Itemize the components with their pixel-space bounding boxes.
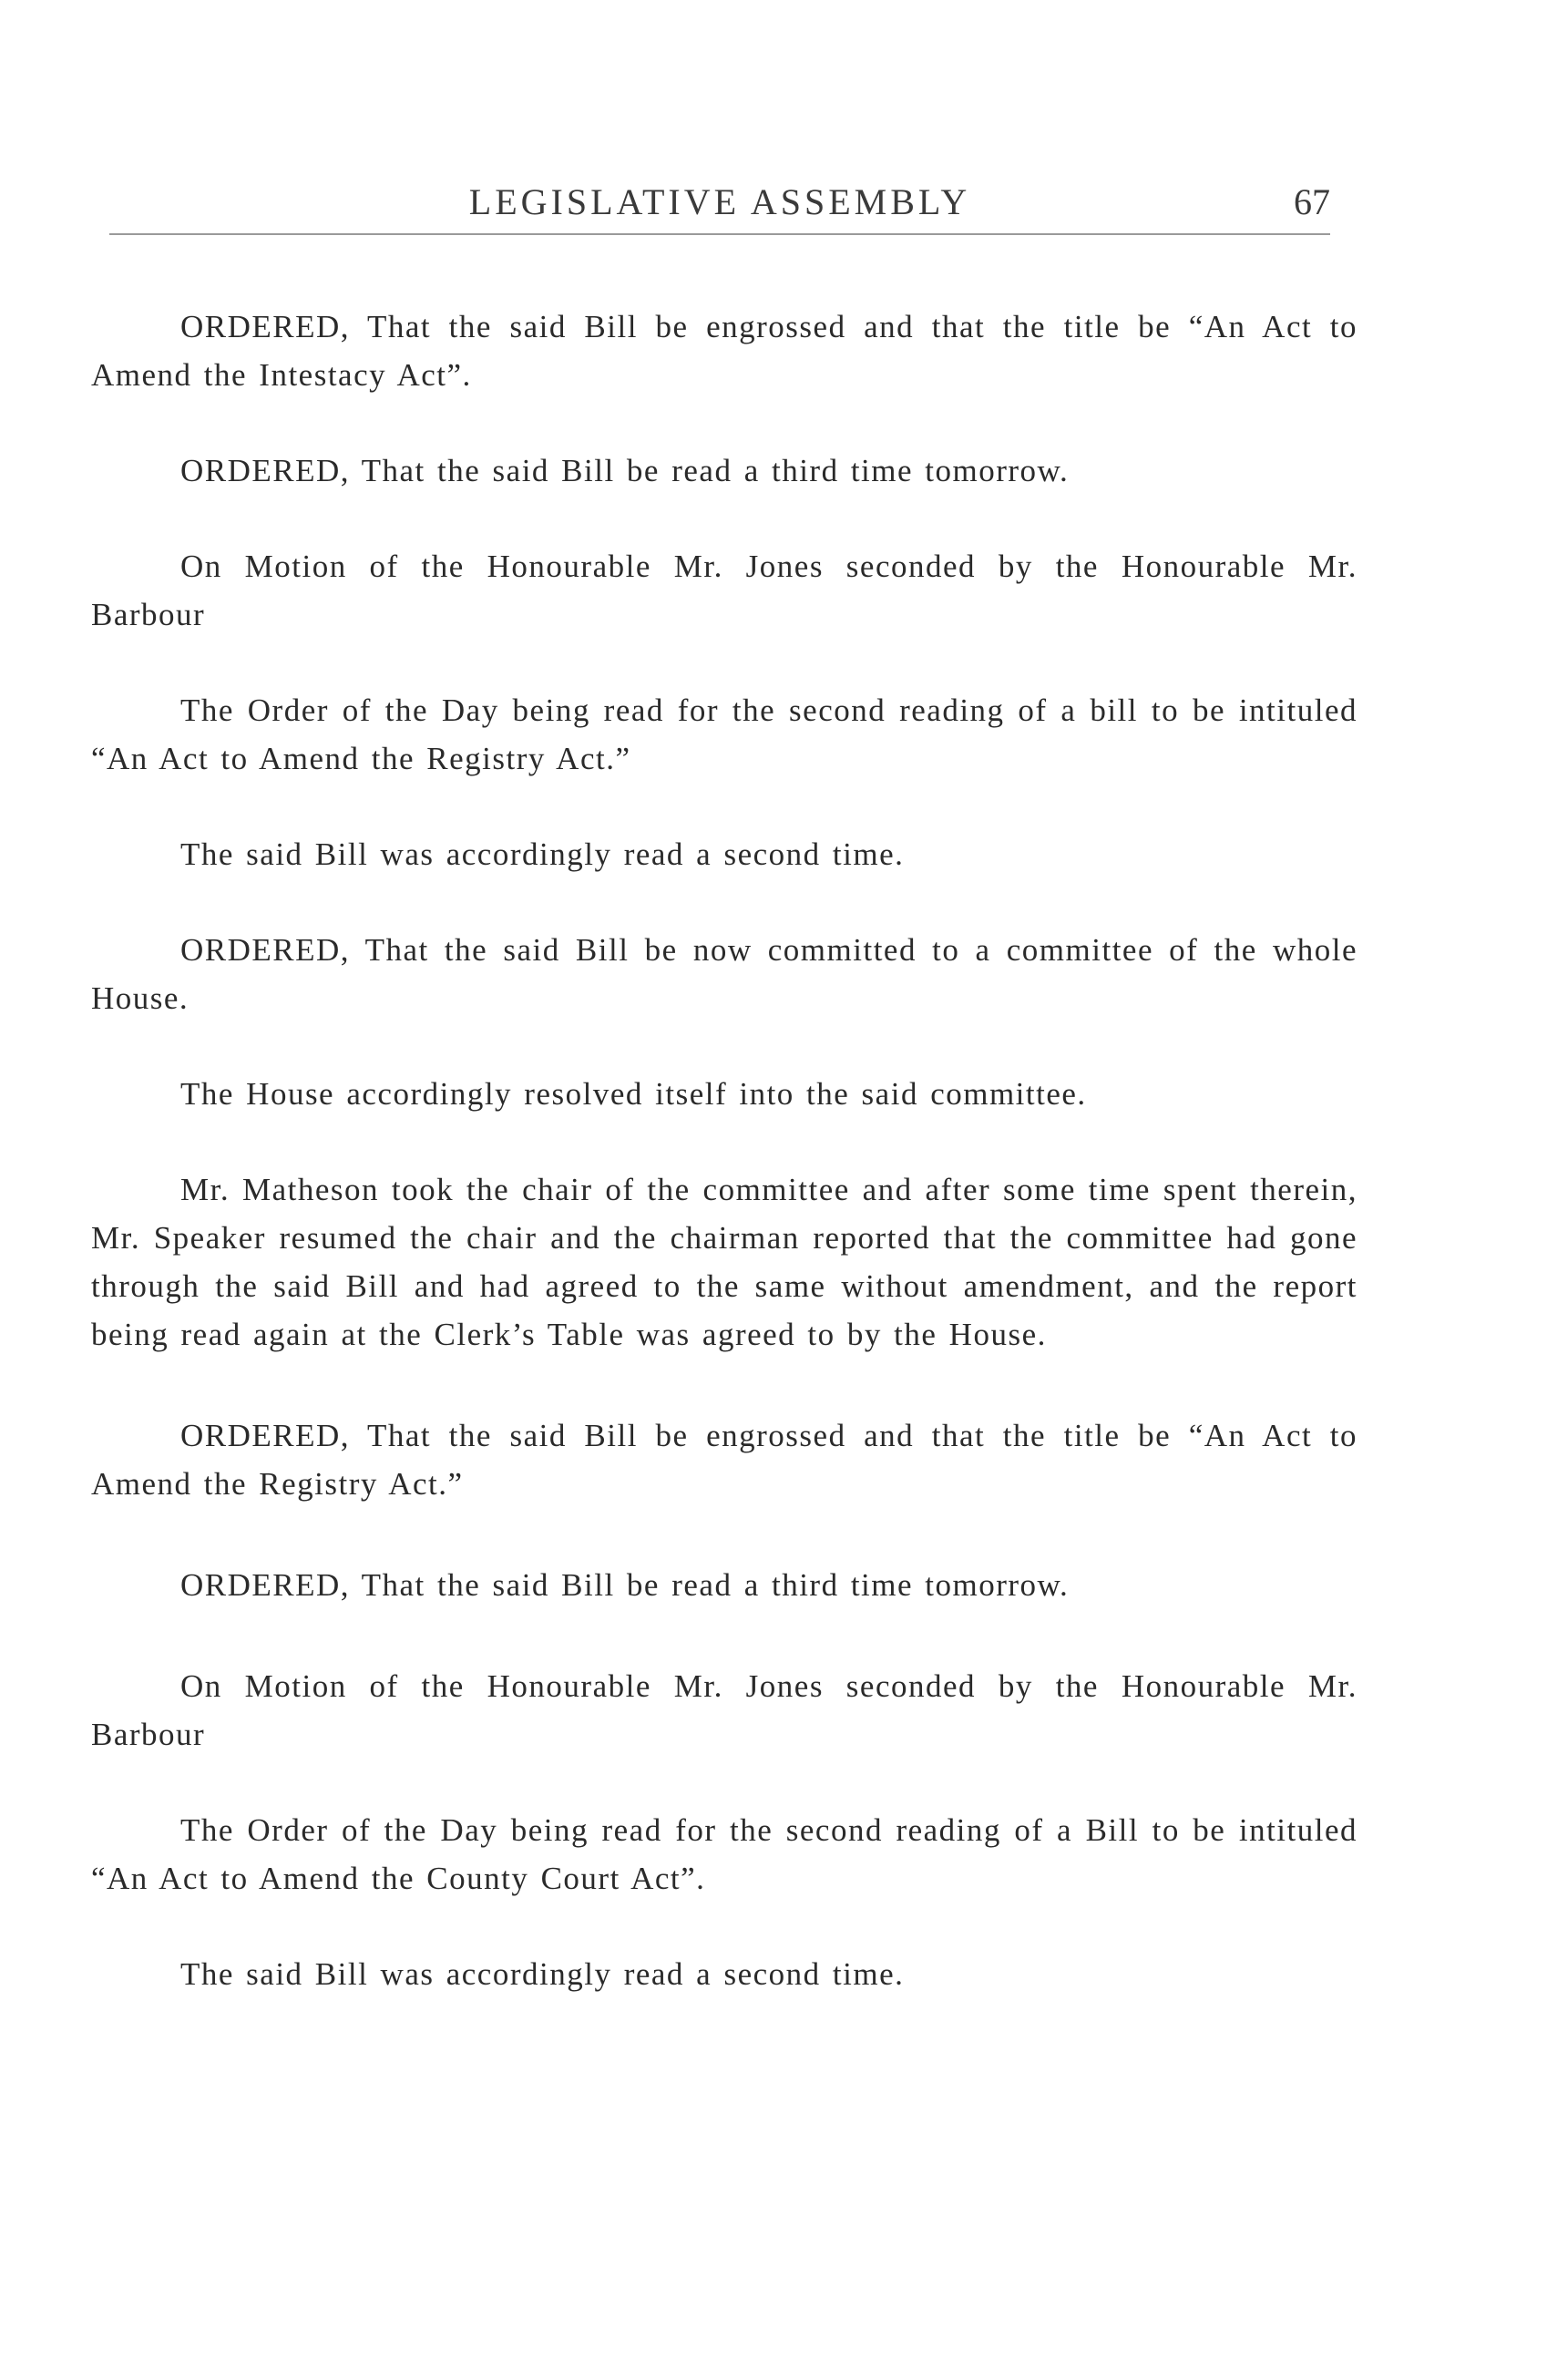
paragraph-second-reading: The said Bill was accordingly read a second time.: [180, 836, 905, 872]
body-text: [91, 303, 1357, 2046]
paragraph-motion: On Motion of the Honourable Mr. Jones seconded by the Honourable Mr. Barbour: [91, 549, 1357, 632]
paragraph-ordered-committed: ORDERED, That the said Bill be now committed to a committee of the whole House.: [91, 932, 1357, 1016]
paragraph-ordered-third-reading: ORDERED, That the said Bill be read a third time tomorrow.: [180, 453, 1070, 488]
running-title: LEGISLATIVE ASSEMBLY: [468, 181, 971, 222]
paragraph-ordered-engrossed-intestacy: ORDERED, That the said Bill be engrossed and that the title be “An Act to Amend the Intestacy Act”.: [91, 309, 1357, 393]
paragraph-order-of-day-registry: The Order of the Day being read for the second reading of a bill to be intituled “An Act to Amend the Registry Act.”: [91, 692, 1357, 776]
running-header: [109, 180, 1330, 231]
paragraph-order-of-day-county-court: The Order of the Day being read for the second reading of a Bill to be intituled “An Act to Amend the County Court Act”.: [91, 1812, 1357, 1896]
paragraph-ordered-third-reading-2: ORDERED, That the said Bill be read a third time tomorrow.: [180, 1567, 1070, 1603]
paragraph-house-resolved: The House accordingly resolved itself into the said committee.: [180, 1076, 1087, 1112]
paragraph-second-reading-2: The said Bill was accordingly read a second time.: [180, 1956, 905, 1992]
paragraph-motion-2: On Motion of the Honourable Mr. Jones seconded by the Honourable Mr. Barbour: [91, 1668, 1357, 1752]
header-rule: [109, 233, 1330, 235]
paragraph-ordered-engrossed-registry: ORDERED, That the said Bill be engrossed and that the title be “An Act to Amend the Registry Act.”: [91, 1418, 1357, 1502]
page-number: 67: [1294, 181, 1330, 222]
paragraph-committee-report: Mr. Matheson took the chair of the committee and after some time spent therein, Mr. Speaker resumed the chair and the chairman reported that the committee had gone through the said Bill and had agreed to the same without amendment, and the report being read again at the Clerk’s Table was agreed to by the House.: [91, 1172, 1357, 1352]
